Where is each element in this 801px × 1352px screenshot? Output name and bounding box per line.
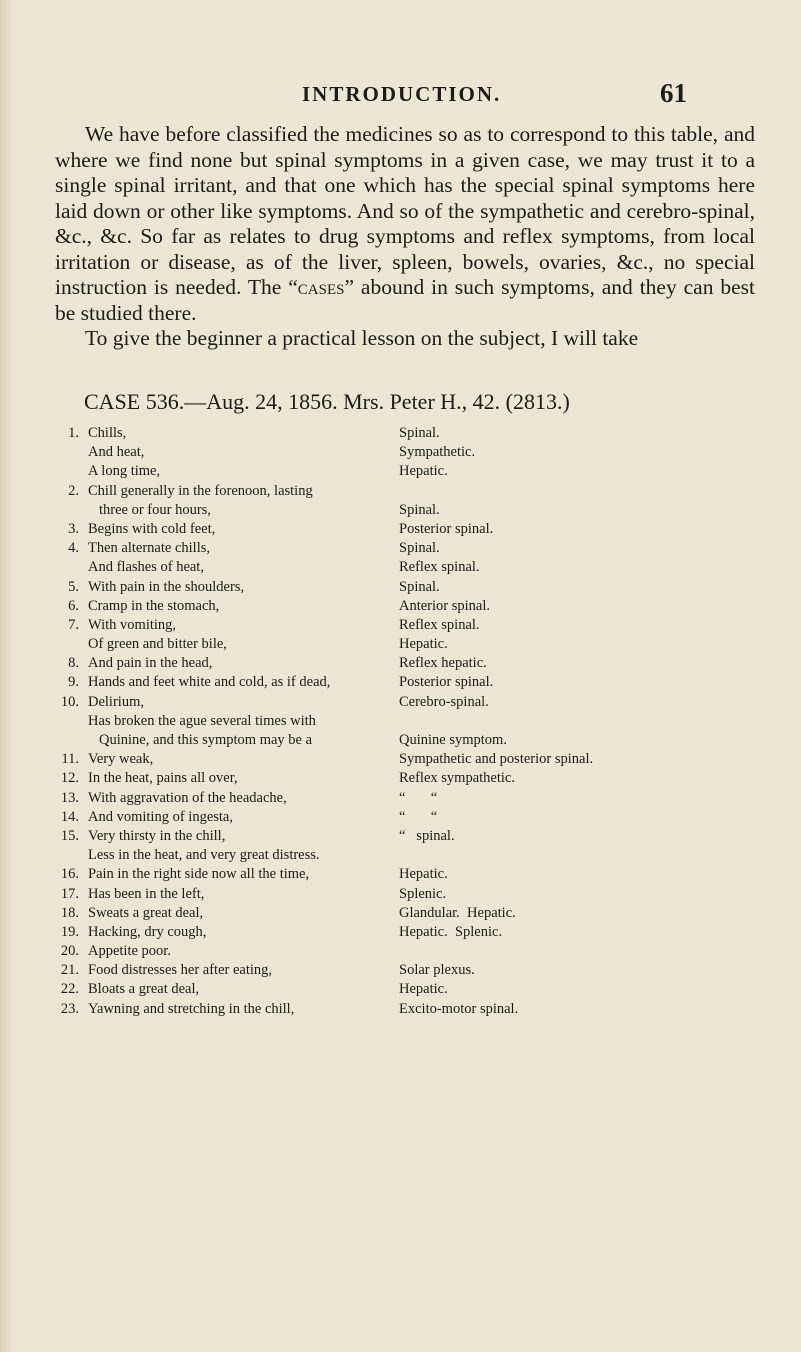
symptom-text: And pain in the head, (88, 655, 213, 672)
page-header (0, 78, 801, 112)
symptom-row (0, 980, 801, 999)
symptom-number: 23. (60, 1000, 79, 1017)
symptom-classification: Hepatic. (399, 463, 448, 480)
symptom-classification: Glandular. Hepatic. (399, 904, 516, 921)
symptom-classification: Cerebro-spinal. (399, 693, 489, 710)
symptom-text: Yawning and stretching in the chill, (88, 1000, 295, 1017)
symptom-number: 19. (60, 923, 79, 940)
symptom-number: 2. (68, 482, 79, 499)
symptom-text: In the heat, pains all over, (88, 770, 238, 787)
symptom-classification: Spinal. (399, 540, 440, 557)
symptom-row (0, 693, 801, 712)
symptom-text: Chills, (88, 425, 127, 441)
symptom-row (0, 885, 801, 904)
symptom-number: 20. (60, 943, 79, 960)
symptom-classification: Reflex hepatic. (399, 655, 487, 672)
symptom-classification: Spinal. (399, 578, 440, 595)
symptom-classification: Hepatic. (399, 866, 448, 883)
symptom-text: Pain in the right side now all the time, (88, 866, 310, 883)
symptom-text: Sweats a great deal, (88, 904, 204, 921)
symptom-text: Delirium, (88, 693, 144, 710)
symptom-text: Begins with cold feet, (88, 520, 216, 537)
symptom-row (0, 865, 801, 884)
symptom-classification: Reflex spinal. (399, 559, 480, 576)
symptom-text: Of green and bitter bile, (88, 636, 227, 653)
symptom-number: 11. (61, 751, 79, 768)
symptom-row (0, 520, 801, 539)
symptom-classification: Reflex sympathetic. (399, 770, 515, 787)
symptom-number: 16. (60, 866, 79, 883)
symptom-number: 9. (68, 674, 79, 691)
symptom-text: Chill generally in the forenoon, lasting (88, 482, 313, 499)
symptom-number: 22. (60, 981, 79, 998)
symptom-number: 7. (68, 616, 79, 633)
symptom-text: With vomiting, (88, 616, 177, 633)
symptom-number: 13. (60, 789, 79, 806)
symptom-number: 10. (60, 693, 79, 710)
symptom-row (0, 961, 801, 980)
symptom-row (0, 482, 801, 501)
symptom-number: 3. (68, 520, 79, 537)
symptom-row (0, 424, 801, 443)
symptom-classification: Splenic. (399, 885, 447, 902)
intro-paragraph-1 (55, 122, 755, 326)
symptom-number: 6. (68, 597, 79, 614)
symptom-text: Bloats a great deal, (88, 981, 200, 998)
symptom-row (0, 616, 801, 635)
symptom-classification: Spinal. (399, 501, 440, 518)
symptom-classification: “ “ (399, 789, 438, 806)
symptom-row (0, 501, 801, 520)
symptom-text: And flashes of heat, (88, 559, 204, 576)
symptom-classification: Posterior spinal. (399, 674, 494, 691)
symptom-number: 17. (60, 885, 79, 902)
symptom-row (0, 1000, 801, 1019)
symptom-classification: Excito-motor spinal. (399, 1000, 519, 1017)
symptom-number: 8. (68, 655, 79, 672)
symptom-row (0, 846, 801, 865)
symptom-text: Hands and feet white and cold, as if dead, (88, 674, 331, 691)
symptom-classification: Spinal. (399, 425, 440, 441)
symptom-number: 15. (60, 827, 79, 844)
intro-paragraph-1-start: We have before classified the medicines so as to correspond to this table, and where we find none but spinal symptoms in a given case, we may trust it to a single spinal irritant, and that one which has the special spinal symptoms here laid down or other like symptoms. And so of the sympathetic and cerebro-spinal, &c., &c. So far as relates to drug symptoms and reflex symptoms, from local irritation or disease, as of the liver, spleen, bowels, ovaries, &c., no special instruction is needed. The “ (55, 122, 755, 299)
symptom-row (0, 769, 801, 788)
symptom-text: Cramp in the stomach, (88, 597, 220, 614)
symptom-classification: Hepatic. (399, 636, 448, 653)
symptom-text: Hacking, dry cough, (88, 923, 207, 940)
intro-text (55, 122, 755, 352)
case-heading: CASE 536.—Aug. 24, 1856. Mrs. Peter H., 42. (2813.) (84, 389, 570, 414)
symptom-number: 18. (60, 904, 79, 921)
symptom-row (0, 923, 801, 942)
symptom-classification: “ “ (399, 808, 438, 825)
symptom-text: With aggravation of the headache, (88, 789, 287, 806)
page-number: 61 (660, 78, 687, 108)
symptom-text: Then alternate chills, (88, 540, 210, 557)
symptom-classification: Solar plexus. (399, 962, 475, 979)
symptom-text: Quinine, and this symptom may be a (99, 732, 313, 748)
symptom-row (0, 942, 801, 961)
symptom-number: 14. (60, 808, 79, 825)
symptom-text: three or four hours, (99, 501, 211, 518)
symptom-number: 21. (60, 962, 79, 979)
symptom-row (0, 635, 801, 654)
symptom-row (0, 462, 801, 481)
symptom-row (0, 904, 801, 923)
symptom-row (0, 578, 801, 597)
symptom-number: 5. (68, 578, 79, 595)
symptom-row (0, 808, 801, 827)
symptom-text: And heat, (88, 444, 145, 461)
running-head: INTRODUCTION. (302, 82, 502, 106)
symptom-classification: “ spinal. (399, 827, 455, 844)
symptom-text: And vomiting of ingesta, (88, 808, 233, 825)
symptom-row (0, 673, 801, 692)
symptom-text: Food distresses her after eating, (88, 962, 273, 979)
symptom-text: With pain in the shoulders, (88, 578, 245, 595)
symptom-text: Very weak, (88, 751, 154, 768)
symptom-classification: Anterior spinal. (399, 597, 491, 614)
symptom-text: Has been in the left, (88, 885, 205, 902)
symptom-classification: Sympathetic and posterior spinal. (399, 751, 594, 768)
cases-term: cases (297, 275, 345, 299)
symptom-row (0, 750, 801, 769)
symptom-row (0, 731, 801, 750)
symptom-number: 4. (68, 540, 79, 557)
symptom-row (0, 539, 801, 558)
symptom-classification: Hepatic. Splenic. (399, 923, 503, 940)
symptom-text: A long time, (88, 463, 161, 480)
symptom-row (0, 443, 801, 462)
symptom-text: Has broken the ague several times with (88, 712, 316, 729)
intro-paragraph-2: To give the beginner a practical lesson on the subject, I will take (85, 326, 639, 350)
symptom-classification: Posterior spinal. (399, 520, 494, 537)
symptom-classification: Reflex spinal. (399, 616, 480, 633)
symptom-number: 12. (60, 770, 79, 787)
symptom-row (0, 597, 801, 616)
symptom-row (0, 558, 801, 577)
symptom-number: 1. (68, 425, 79, 441)
symptom-row (0, 827, 801, 846)
symptom-text: Very thirsty in the chill, (88, 827, 226, 844)
symptom-classification: Quinine symptom. (399, 732, 507, 748)
symptom-row (0, 789, 801, 808)
symptom-table (0, 424, 801, 1019)
symptom-classification: Hepatic. (399, 981, 448, 998)
symptom-text: Less in the heat, and very great distress. (88, 847, 320, 864)
symptom-row (0, 654, 801, 673)
symptom-text: Appetite poor. (88, 943, 171, 960)
intro-paragraph-1-end: ” abound in such symptoms, and they can best be studied there. (55, 275, 756, 325)
symptom-classification: Sympathetic. (399, 444, 476, 461)
symptom-row (0, 712, 801, 731)
